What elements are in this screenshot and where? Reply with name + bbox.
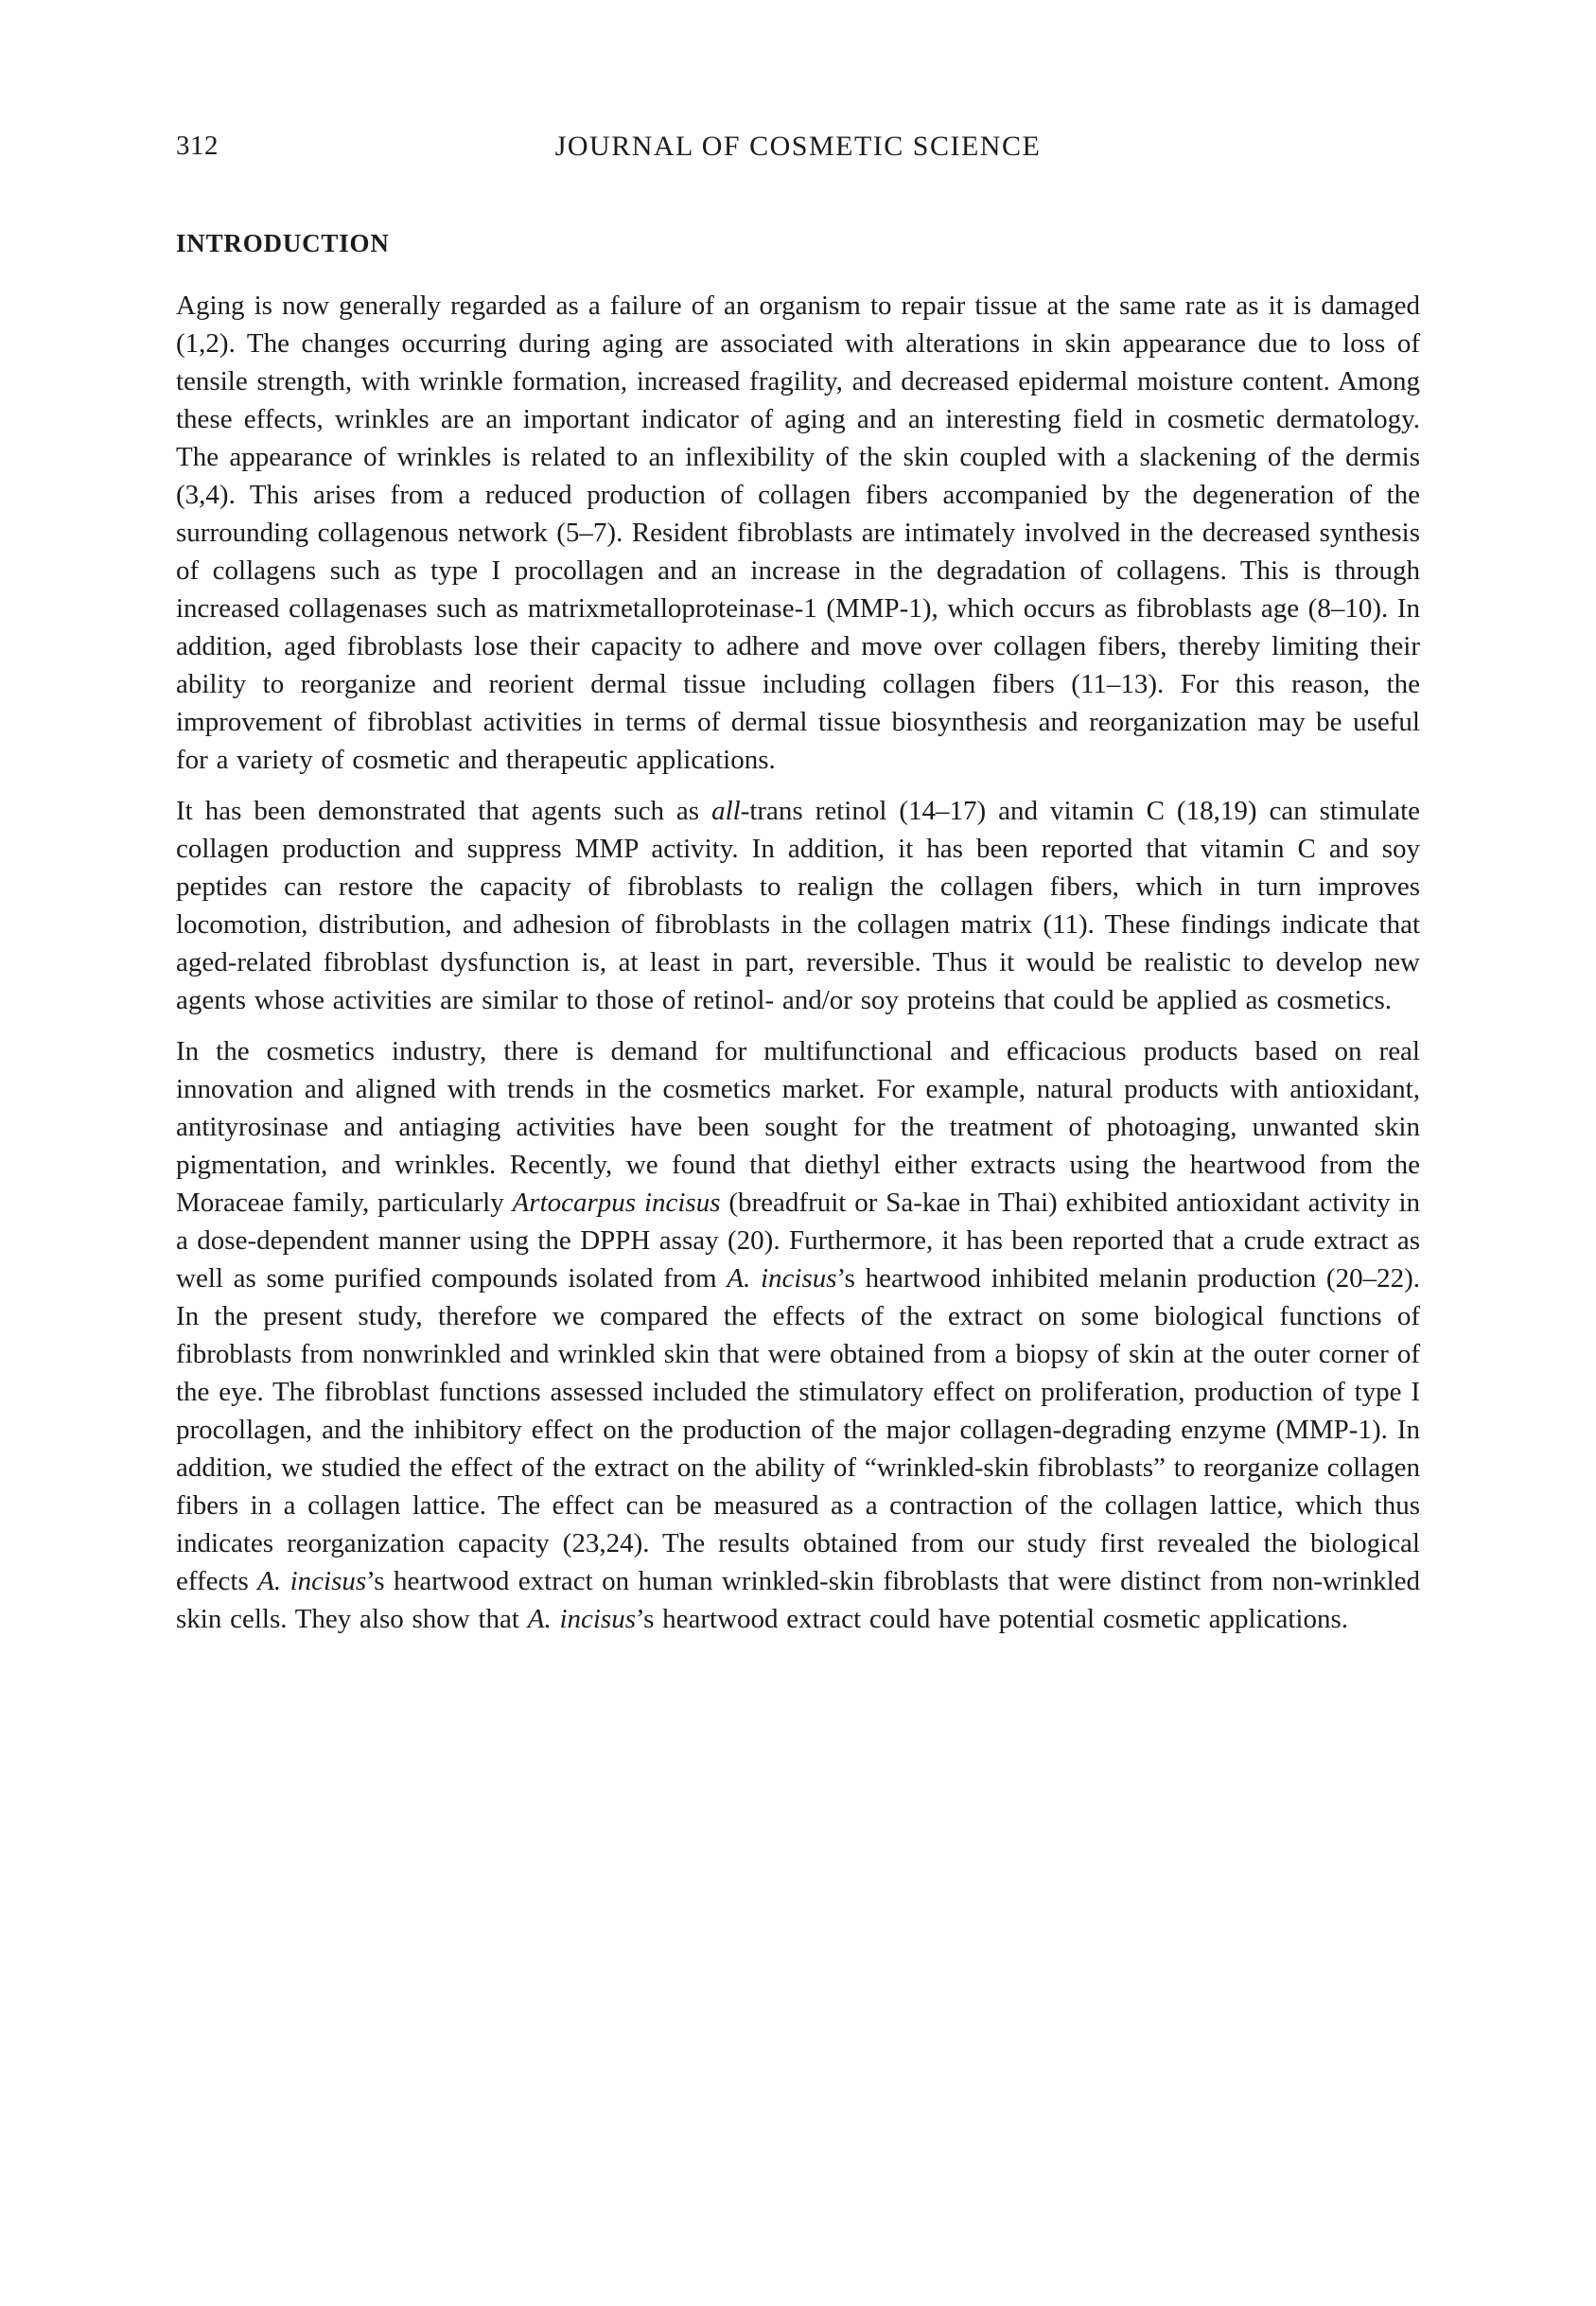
italic-text-run: all [711, 796, 741, 826]
text-run: ’s heartwood extract could have potential cosmetic applications. [636, 1604, 1348, 1634]
text-run: (breadfruit or Sa-kae in Thai) exhibited antioxidant activity in a dose-dependent manner using the DPPH assay (20). Furthermore, it has been reported that a crude extract as well as some purified compounds isolated from [176, 1188, 1420, 1294]
italic-text-run: Artocarpus incisus [512, 1188, 721, 1218]
paragraph [176, 1032, 1420, 1638]
text-run: It has been demonstrated that agents such as [176, 796, 712, 826]
section-heading: INTRODUCTION [176, 229, 390, 257]
page-header [176, 131, 1420, 172]
text-run: ’s heartwood inhibited melanin production (20–22). In the present study, therefore we compared the effects of the extract on some biological functions of fibroblasts from nonwrinkled and wrinkled skin that were obtained from a biopsy of skin at the outer corner of the eye. The fibroblast functions assessed included the stimulatory effect on proliferation, production of type I procollagen, and the inhibitory effect on the production of the major collagen-degrading enzyme (MMP-1). In addition, we studied the effect of the extract on the ability of “wrinkled-skin fibroblasts” to reorganize collagen fibers in a collagen lattice. The effect can be measured as a contraction of the collagen lattice, which thus indicates reorganization capacity (23,24). The results obtained from our study first revealed the biological effects [176, 1263, 1421, 1596]
italic-text-run: A. incisus [257, 1566, 367, 1596]
italic-text-run: A. incisus [727, 1263, 837, 1294]
paragraph-container [176, 287, 1420, 1638]
running-head: JOURNAL OF COSMETIC SCIENCE [554, 131, 1042, 162]
text-run: Aging is now generally regarded as a failure of an organism to repair tissue at the same rate as it is damaged (1,2). The changes occurring during aging are associated with alterations in skin appearance due to loss of tensile strength, with wrinkle formation, increased fragility, and decreased epidermal moisture content. Among these effects, wrinkles are an important indicator of aging and an interesting field in cosmetic dermatology. The appearance of wrinkles is related to an inflexibility of the skin coupled with a slackening of the dermis (3,4). This arises from a reduced production of collagen fibers accompanied by the degeneration of the surrounding collagenous network (5–7). Resident fibroblasts are intimately involved in the decreased synthesis of collagens such as type I procollagen and an increase in the degradation of collagens. This is through increased collagenases such as matrixmetalloproteinase-1 (MMP-1), which occurs as fibroblasts age (8–10). In addition, aged fibroblasts lose their capacity to adhere and move over collagen fibers, thereby limiting their ability to reorganize and reorient dermal tissue including collagen fibers (11–13). For this reason, the improvement of fibroblast activities in terms of dermal tissue biosynthesis and reorganization may be useful for a variety of cosmetic and therapeutic applications. [176, 290, 1420, 775]
text-run: ’s heartwood extract on human wrinkled-skin fibroblasts that were distinct from non-wrinkled skin cells. They also show that [176, 1566, 1420, 1634]
page-number: 312 [176, 131, 219, 161]
paragraph [176, 287, 1420, 779]
paragraph [176, 792, 1420, 1019]
article-body [176, 229, 1420, 1638]
text-run: -trans retinol (14–17) and vitamin C (18,19) can stimulate collagen production and suppress MMP activity. In addition, it has been reported that vitamin C and soy peptides can restore the capacity of fibroblasts to realign the collagen fibers, which in turn improves locomotion, distribution, and adhesion of fibroblasts in the collagen matrix (11). These findings indicate that aged-related fibroblast dysfunction is, at least in part, reversible. Thus it would be realistic to develop new agents whose activities are similar to those of retinol- and/or soy proteins that could be applied as cosmetics. [176, 796, 1420, 1015]
italic-text-run: A. incisus [527, 1604, 637, 1634]
text-run: In the cosmetics industry, there is demand for multifunctional and efficacious products based on real innovation and aligned with trends in the cosmetics market. For example, natural products with antioxidant, antityrosinase and antiaging activities have been sought for the treatment of photoaging, unwanted skin pigmentation, and wrinkles. Recently, we found that diethyl either extracts using the heartwood from the Moraceae family, particularly [176, 1036, 1420, 1218]
